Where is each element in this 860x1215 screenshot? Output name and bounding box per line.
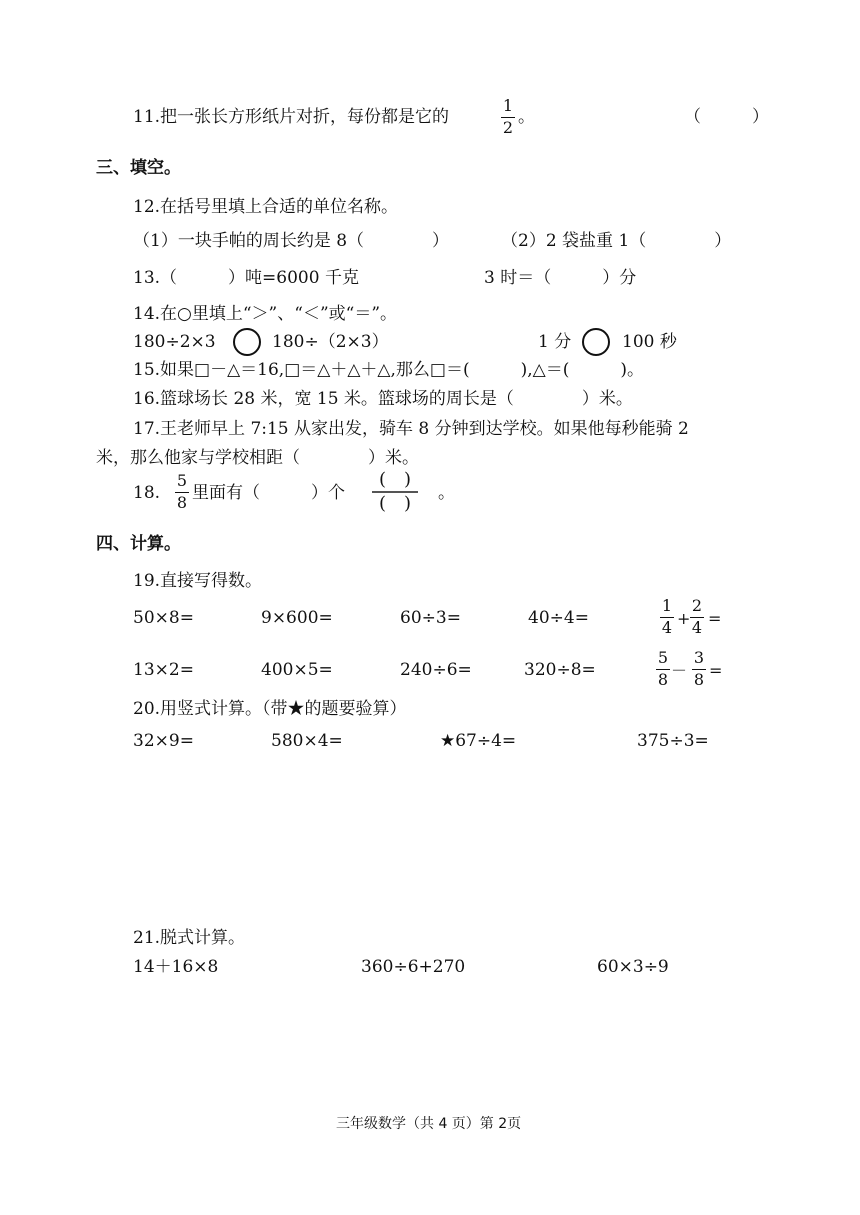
compare-circle[interactable] — [582, 328, 610, 356]
section-4-title: 四、计算。 — [96, 534, 181, 554]
q14-text: 14.在○里填上“＞”、“＜”或“＝”。 — [133, 304, 398, 324]
q21-item: 60×3÷9 — [597, 957, 669, 977]
q11-tail: 。 — [518, 107, 535, 127]
q11-fraction — [501, 97, 515, 137]
q19-item: 40÷4= — [528, 608, 589, 628]
q14-b-left: 1 分 — [538, 332, 572, 352]
q18-blank-fraction[interactable] — [372, 470, 418, 514]
q14-b-right: 100 秒 — [622, 332, 677, 352]
fraction-denominator: 8 — [693, 670, 705, 689]
fraction-denominator: 8 — [657, 670, 669, 689]
q13-part-b: 3 时＝（ ）分 — [484, 268, 637, 288]
fraction-numerator: 1 — [661, 596, 673, 615]
q12-text: 12.在括号里填上合适的单位名称。 — [133, 197, 399, 217]
q19-operator: － — [671, 661, 688, 680]
q19-item: 50×8= — [133, 608, 194, 628]
q19-item: 320÷8= — [524, 660, 596, 680]
q21-item: 14＋16×8 — [133, 957, 219, 977]
q17-line-2: 米，那么他家与学校相距（ ）米。 — [96, 448, 419, 468]
page-footer: 三年级数学（共 4 页）第 2页 — [336, 1116, 522, 1132]
q11-text: 11.把一张长方形纸片对折，每份都是它的 — [133, 107, 450, 127]
q20-item: 32×9= — [133, 731, 194, 751]
fraction-denominator: 4 — [661, 618, 673, 637]
q19-equals: = — [709, 661, 723, 680]
compare-circle[interactable] — [233, 328, 261, 356]
q20-item: ★67÷4= — [440, 731, 517, 751]
q20-item: 375÷3= — [637, 731, 709, 751]
q21-item: 360÷6+270 — [361, 957, 466, 977]
fraction-denominator: 8 — [176, 493, 188, 512]
q12-part-a: （1）一块手帕的周长约是 8（ ） — [133, 231, 450, 251]
q18-middle: 里面有（ ）个 — [192, 483, 345, 503]
blank-denominator: ( ) — [378, 493, 412, 514]
q18-label: 18. — [133, 483, 161, 503]
q19-item: 9×600= — [261, 608, 333, 628]
q19-equals: = — [708, 609, 722, 628]
q12-part-b: （2）2 袋盐重 1（ ） — [501, 231, 732, 251]
fraction-denominator: 2 — [502, 118, 514, 137]
section-3-title: 三、填空。 — [96, 158, 181, 178]
blank-numerator: ( ) — [378, 469, 412, 490]
q20-text: 20.用竖式计算。（带★的题要验算） — [133, 699, 407, 719]
fraction-numerator: 1 — [502, 96, 514, 115]
fraction-numerator: 5 — [657, 648, 669, 667]
fraction-numerator: 2 — [691, 596, 703, 615]
q19-item: 240÷6= — [400, 660, 472, 680]
q19-item: 60÷3= — [400, 608, 461, 628]
q11-answer-paren: （ ） — [684, 107, 769, 127]
q14-a-left: 180÷2×3 — [133, 332, 216, 352]
q19-item: 13×2= — [133, 660, 194, 680]
q18-fraction — [175, 472, 189, 512]
q19-fraction — [690, 597, 704, 637]
q15-text: 15.如果□－△＝16,□＝△＋△＋△,那么□＝( ),△＝( )。 — [133, 360, 644, 380]
q19-item: 400×5= — [261, 660, 333, 680]
q21-text: 21.脱式计算。 — [133, 928, 246, 948]
fraction-numerator: 5 — [176, 471, 188, 490]
q20-item: 580×4= — [271, 731, 343, 751]
q16-text: 16.篮球场长 28 米，宽 15 米。篮球场的周长是（ ）米。 — [133, 389, 633, 409]
q19-fraction — [656, 649, 670, 689]
q19-fraction — [660, 597, 674, 637]
fraction-denominator: 4 — [691, 618, 703, 637]
q19-text: 19.直接写得数。 — [133, 571, 263, 591]
q19-fraction — [692, 649, 706, 689]
q17-line-1: 17.王老师早上 7:15 从家出发，骑车 8 分钟到达学校。如果他每秒能骑 2 — [133, 419, 689, 439]
fraction-numerator: 3 — [693, 648, 705, 667]
q18-tail: 。 — [438, 483, 455, 503]
q19-operator: + — [677, 609, 691, 628]
q13-part-a: 13.（ ）吨=6000 千克 — [133, 268, 359, 288]
q14-a-right: 180÷（2×3） — [272, 332, 389, 352]
